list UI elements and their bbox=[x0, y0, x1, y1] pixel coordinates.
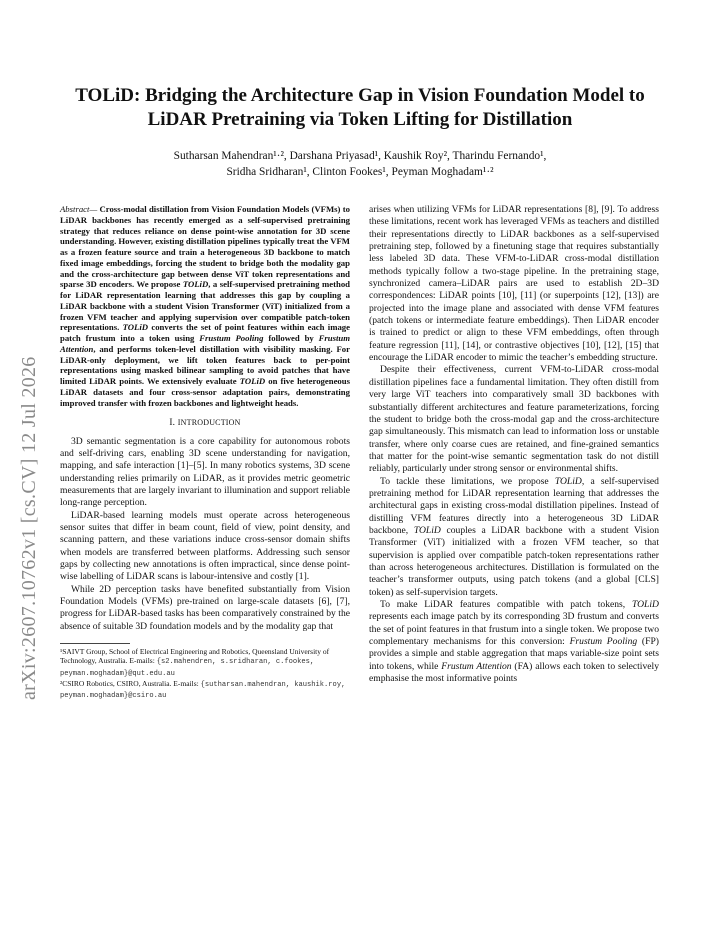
author-list bbox=[90, 148, 630, 180]
paragraph-text: (FP) provides a simple and stable aggregation that maps variable-size point sets into tokens, while bbox=[369, 636, 659, 672]
paragraph-text: represents each image patch by its corresponding 3D frustum and converts the set of point features in that frustum into a single token. We propose two complementary mechanisms for this conversion: bbox=[369, 611, 659, 648]
footnote-emails: {s2.mahendren, s.sridharan, c.fookes, peyman.moghadam}@qut.edu.au bbox=[60, 658, 315, 678]
method-name: TOLiD bbox=[554, 475, 582, 487]
section-title: INTRODUCTION bbox=[177, 418, 241, 428]
abstract bbox=[60, 204, 350, 408]
abstract-text: Cross-modal distillation from Vision Foundation Models (VFMs) to LiDAR backbones has recently emerged as a self-supervised pretraining strategy that reduces reliance on dense point-wise annotation for 3D scene understanding. However, existing distillation pipelines typically treat the VFM as a frozen feature source and train a heterogeneous 3D backbone to match fixed image embeddings, forcing the student to bridge both the modality gap and the cross-architecture gap between dense ViT token representations and sparse 3D encoders. We propose bbox=[60, 204, 350, 290]
abstract-text: , and performs token-level distillation with visibility masking. For LiDAR-only deployment, we lift token features back to per-point representations using masked bilinear sampling to avoid patches that have limited LiDAR points. We extensively evaluate bbox=[60, 343, 350, 386]
paragraph-text: , a self-supervised pretraining method for LiDAR representation learning that addresses the architectural gaps in existing cross-modal distillation pipelines. Instead of distilling VFM features directly into a heterogeneous 3D LiDAR backbone, bbox=[369, 475, 659, 536]
intro-paragraph-6 bbox=[369, 476, 659, 599]
intro-paragraph-5: Despite their effectiveness, current VFM-to-LiDAR cross-modal distillation pipelines face a fundamental limitation. They often distill from very large ViT teachers into comparatively small 3D backbones with substantially different architectures and feature parameterizations, forcing the student to bridge both the cross-modal gap and the cross-architecture gap simultaneously. This mismatch can lead to information loss or unstable transfer, where only coarse cues are retained, and fine-grained semantics that matter for the point-wise semantic segmentation task do not distill reliably, particularly under strong sensor or environmental shifts. bbox=[369, 364, 659, 475]
abstract-text: on five heterogeneous LiDAR datasets and four cross-sensor adaptation pairs, demonstrating improved transfer with frozen backbones and lightweight heads. bbox=[60, 376, 350, 408]
footnote-divider bbox=[60, 643, 130, 644]
method-name: TOLiD bbox=[239, 376, 266, 386]
method-name: TOLiD bbox=[182, 279, 209, 290]
paragraph-text: (FA) allows each token to selectively emphasise the most informative points bbox=[369, 660, 659, 685]
arxiv-watermark: arXiv:2607.10762v1 [cs.CV] 12 Jul 2026 bbox=[18, 356, 40, 700]
method-name: TOLiD bbox=[631, 599, 659, 610]
intro-paragraph-3: While 2D perception tasks have benefited substantially from Vision Foundation Models (VFMs) pre-trained on large-scale datasets [6], [7], progress for LiDAR-based tasks has been comparatively constrained by the absence of suitable 3D foundation models and by the modality gap that bbox=[60, 583, 350, 632]
left-column bbox=[60, 204, 350, 701]
authors-line-2: Sridha Sridharan¹, Clinton Fookes¹, Peyman Moghadam¹·² bbox=[226, 166, 494, 178]
frustum-attention-term: Frustum Attention bbox=[60, 333, 351, 354]
footnote-affiliation-1 bbox=[60, 647, 350, 679]
abstract-tag: Abstract— bbox=[60, 204, 98, 214]
footnote-text: ²CSIRO Robotics, CSIRO, Australia. E-mails: bbox=[60, 678, 201, 688]
paper-title bbox=[60, 84, 660, 132]
footnote-affiliation-2 bbox=[60, 679, 350, 701]
title-line-2: LiDAR Pretraining via Token Lifting for Distillation bbox=[147, 109, 573, 130]
footnote-text: ¹SAIVT Group, School of Electrical Engineering and Robotics, Queensland University of Technology, Australia. E-mails: bbox=[60, 647, 330, 666]
frustum-pooling-term: Frustum Pooling bbox=[199, 333, 264, 343]
abstract-text: , a self-supervised pretraining method for LiDAR representation learning that addresses this gap by coupling a LiDAR backbone with a student Vision Transformer (ViT) initialized from a frozen VFM teacher and applying supervision over compatible patch-token representations. bbox=[60, 279, 350, 333]
abstract-text: followed by bbox=[263, 333, 319, 343]
intro-paragraph-7 bbox=[369, 599, 659, 685]
abstract-text: converts the set of point features within each image patch frustum into a token using bbox=[60, 322, 350, 343]
paragraph-text: To tackle these limitations, we propose bbox=[380, 475, 555, 487]
section-number: I. bbox=[169, 418, 178, 429]
authors-line-1: Sutharsan Mahendran¹·², Darshana Priyasad¹, Kaushik Roy², Tharindu Fernando¹, bbox=[173, 150, 547, 162]
frustum-attention-term: Frustum Attention bbox=[441, 660, 512, 672]
method-name: TOLiD bbox=[413, 524, 441, 536]
title-line-1: TOLiD: Bridging the Architecture Gap in Vision Foundation Model to bbox=[75, 85, 645, 106]
frustum-pooling-term: Frustum Pooling bbox=[569, 636, 638, 648]
intro-paragraph-2: LiDAR-based learning models must operate across heterogeneous sensor suites that differ in beam count, field of view, point density, and scanning pattern, and these variations induce cross-sensor domain shifts when models are transferred between platforms. Addressing such sensor gaps by collecting new annotations is often impractical, since dense point-wise labelling of LiDAR scans is labour-intensive and costly [1]. bbox=[60, 509, 350, 583]
section-heading-introduction bbox=[60, 417, 350, 429]
intro-paragraph-1: 3D semantic segmentation is a core capability for autonomous robots and self-driving cars, enabling 3D scene understanding for navigation, mapping, and safe interaction [1]–[5]. In many robotics systems, 3D scene understanding relies primarily on LiDAR, as it provides metric geometric measurements that are largely invariant to illumination and support reliable long-range perception. bbox=[60, 435, 350, 509]
footnote-emails: {sutharsan.mahendran, kaushik.roy, peyman.moghadam}@csiro.au bbox=[60, 680, 346, 700]
paragraph-text: couples a LiDAR backbone with a student Vision Transformer (ViT) initialized with a frozen VFM teacher, so that supervision is applied over compatible patch-token representations rather than across heterogeneous architectures. Distillation is formulated on the teacher’s transformer outputs, using patch tokens (and a global [CLS] token) as self-supervision targets. bbox=[369, 524, 659, 598]
right-column bbox=[369, 204, 659, 685]
paragraph-text: To make LiDAR features compatible with patch tokens, bbox=[380, 599, 632, 610]
method-name: TOLiD bbox=[122, 322, 149, 333]
intro-paragraph-4: arises when utilizing VFMs for LiDAR representations [8], [9]. To address these limitations, recent work has leveraged VFMs as teachers and distilled their representations directly to LiDAR backbones as a self-supervised pretraining step, followed by a finetuning stage that requires substantially less labeled 3D data. These VFM-to-LiDAR cross-modal distillation methods typically follow a two-stage pipeline. In the pretraining stage, synchronized camera–LiDAR pairs are used to establish 2D–3D correspondences: LiDAR points [10], [11] (or superpoints [12], [13]) are projected into the image plane and associated with dense VFM features (patch tokens or intermediate feature embeddings). Then LiDAR encoder is trained to predict or align to these VFM embeddings, often through feature regression [11], [14], or contrastive objectives [10], [12], [15] that encourage the LiDAR encoder to mimic the teacher’s embedding structure. bbox=[369, 204, 659, 364]
